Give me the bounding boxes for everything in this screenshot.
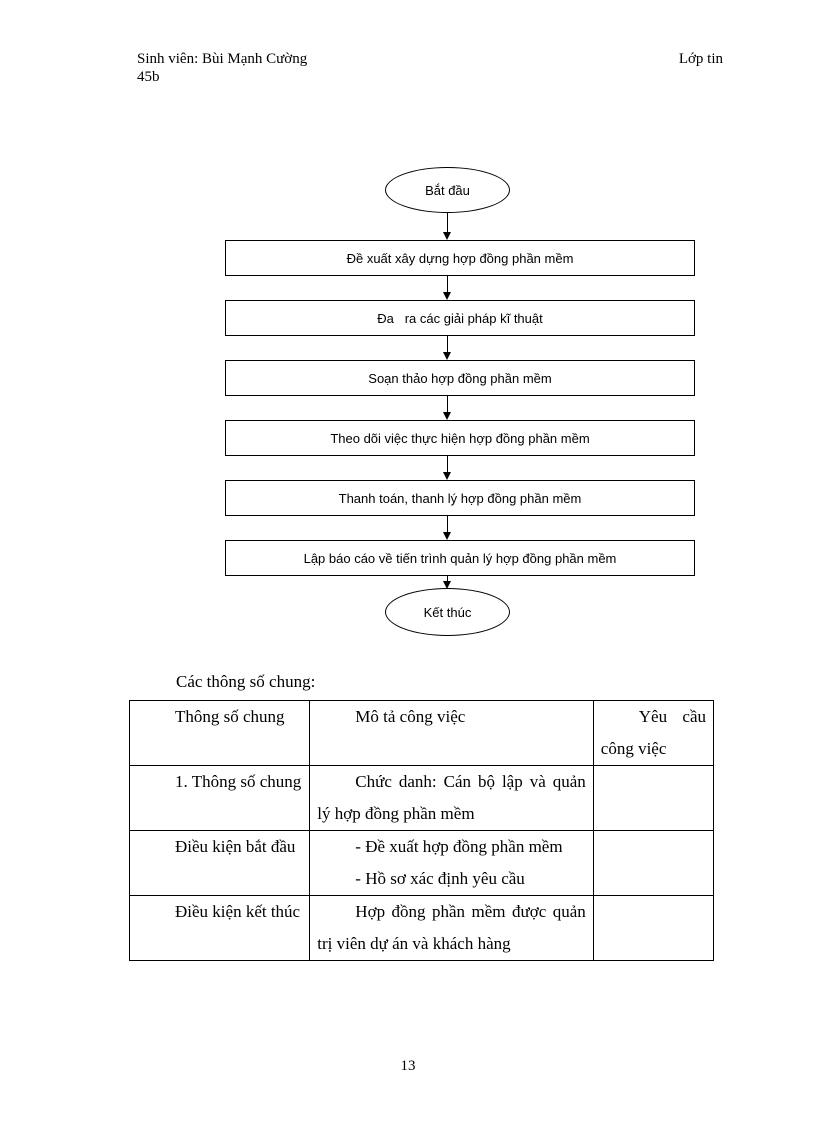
student-label: Sinh viên: Bùi Mạnh Cường bbox=[137, 51, 308, 67]
row-requirement bbox=[593, 766, 713, 831]
row-param: 1. Thông số chung bbox=[130, 766, 310, 831]
table-row bbox=[130, 766, 714, 831]
flow-arrow bbox=[447, 516, 448, 533]
page-number: 13 bbox=[400, 1058, 416, 1074]
flow-arrow bbox=[447, 336, 448, 353]
flow-step-3: Soạn thảo hợp đồng phần mềm bbox=[225, 360, 695, 396]
table-row bbox=[130, 896, 714, 961]
row-description: Hợp đồng phần mềm được quản trị viên dự án và khách hàng bbox=[310, 896, 593, 961]
flow-step-1: Đề xuất xây dựng hợp đồng phần mềm bbox=[225, 240, 695, 276]
flow-start-node: Bắt đầu bbox=[385, 167, 510, 213]
column-header-description: Mô tả công việc bbox=[310, 701, 593, 766]
table-header-row bbox=[130, 701, 714, 766]
row-description: Chức danh: Cán bộ lập và quản lý hợp đồng phần mềm bbox=[310, 766, 593, 831]
class-suffix: 45b bbox=[137, 69, 160, 85]
table-caption: Các thông số chung: bbox=[176, 672, 316, 691]
row-requirement bbox=[593, 831, 713, 896]
row-requirement bbox=[593, 896, 713, 961]
flow-arrowhead bbox=[443, 292, 451, 300]
column-header-requirement: Yêu cầu công việc bbox=[593, 701, 713, 766]
column-header-param: Thông số chung bbox=[130, 701, 310, 766]
table-row bbox=[130, 831, 714, 896]
flow-arrow bbox=[447, 213, 448, 233]
parameters-table bbox=[129, 700, 714, 961]
description-line: - Hồ sơ xác định yêu cầu bbox=[355, 869, 525, 888]
flow-step-2: Đa ra các giải pháp kĩ thuật bbox=[225, 300, 695, 336]
flow-arrow bbox=[447, 396, 448, 413]
flow-arrow bbox=[447, 456, 448, 473]
flow-arrowhead bbox=[443, 412, 451, 420]
class-label: Lớp tin bbox=[678, 51, 723, 67]
row-param: Điều kiện bắt đầu bbox=[130, 831, 310, 896]
flow-step-4: Theo dõi việc thực hiện hợp đồng phần mềm bbox=[225, 420, 695, 456]
row-param: Điều kiện kết thúc bbox=[130, 896, 310, 961]
flow-arrowhead bbox=[443, 232, 451, 240]
flow-arrowhead bbox=[443, 472, 451, 480]
flow-step-6: Lập báo cáo về tiến trình quản lý hợp đồng phần mềm bbox=[225, 540, 695, 576]
description-line: - Đề xuất hợp đồng phần mềm bbox=[355, 837, 563, 856]
flow-arrowhead bbox=[443, 532, 451, 540]
flow-arrowhead bbox=[443, 352, 451, 360]
flow-end-node: Kết thúc bbox=[385, 588, 510, 636]
flow-step-5: Thanh toán, thanh lý hợp đồng phần mềm bbox=[225, 480, 695, 516]
row-description bbox=[310, 831, 593, 896]
flow-arrow bbox=[447, 276, 448, 293]
